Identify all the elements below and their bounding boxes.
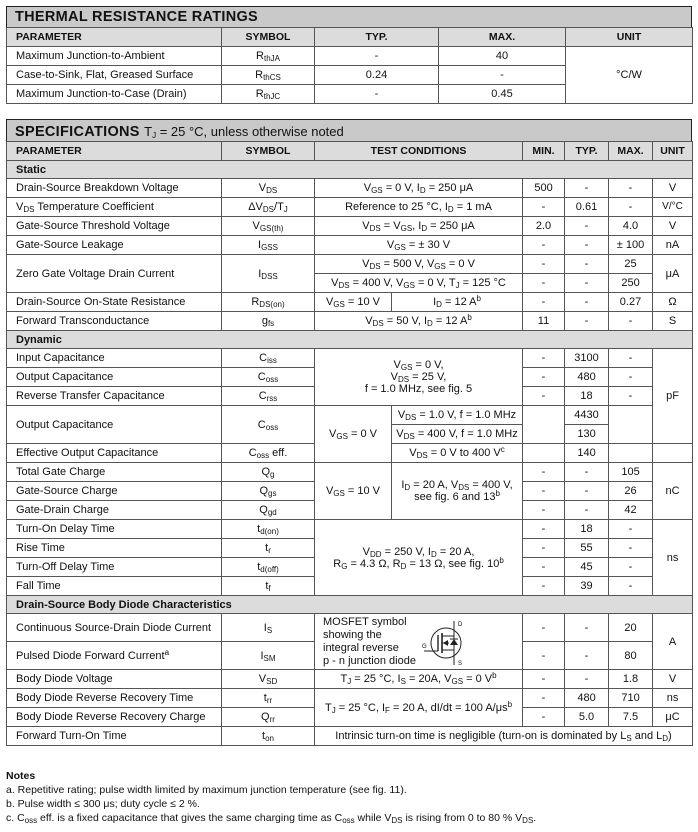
table-cell: 0.61: [565, 198, 609, 217]
th-symbol: SYMBOL: [222, 28, 315, 47]
table-cell: 140: [565, 444, 609, 463]
table-row: [7, 349, 693, 368]
table-cell: -: [609, 539, 653, 558]
table-cell: -: [565, 312, 609, 331]
max: 40: [439, 47, 566, 66]
table-cell: $V_{DS} = 1.0$ V, f = 1.0 MHz: [392, 406, 523, 425]
table-cell: -: [523, 670, 565, 689]
table-row: [7, 463, 693, 482]
table-cell: Effective Output Capacitance: [7, 444, 222, 463]
table-cell: -: [523, 614, 565, 642]
thermal-table: [6, 27, 693, 104]
table-cell: Output Capacitance: [7, 368, 222, 387]
table-cell: 130: [565, 425, 609, 444]
table-cell: 11: [523, 312, 565, 331]
thermal-header-row: [7, 28, 693, 47]
table-cell: -: [565, 217, 609, 236]
table-cell: 500: [523, 179, 565, 198]
table-cell: $V_{GS} = 0$ V, $V_{DS} = 25$ V, f = 1.0 MHz, see fig. 5: [315, 349, 523, 406]
table-cell: nA: [653, 236, 693, 255]
table-cell: V: [653, 179, 693, 198]
table-cell: Forward Turn-On Time: [7, 727, 222, 746]
table-cell: Turn-Off Delay Time: [7, 558, 222, 577]
note-b: b. Pulse width ≤ 300 μs; duty cycle ≤ 2 %.: [6, 798, 200, 810]
table-cell: Fall Time: [7, 577, 222, 596]
table-cell: $V_{DS} = V_{GS}$, $I_D = 250$ μA: [315, 217, 523, 236]
table-cell: μA: [653, 255, 693, 293]
th-min: MIN.: [523, 142, 565, 161]
th-parameter: PARAMETER: [7, 28, 222, 47]
table-cell: 55: [565, 539, 609, 558]
table-cell: $Q_g$: [222, 463, 315, 482]
table-cell: $g_{fs}$: [222, 312, 315, 331]
svg-text:G: G: [421, 643, 427, 650]
table-cell: Continuous Source-Drain Diode Current: [7, 614, 222, 642]
th-typ: TYP.: [315, 28, 439, 47]
th-test-conditions: TEST CONDITIONS: [315, 142, 523, 161]
table-cell: -: [523, 236, 565, 255]
th-max: MAX.: [439, 28, 566, 47]
table-cell: 250: [609, 274, 653, 293]
table-cell: Body Diode Voltage: [7, 670, 222, 689]
table-cell: -: [523, 708, 565, 727]
table-cell: 0.27: [609, 293, 653, 312]
typ: -: [315, 47, 439, 66]
th-symbol: SYMBOL: [222, 142, 315, 161]
table-cell: V: [653, 217, 693, 236]
table-cell: Input Capacitance: [7, 349, 222, 368]
table-cell: -: [609, 312, 653, 331]
table-cell: Reference to 25 °C, $I_D = 1$ mA: [315, 198, 523, 217]
mosfet-symbol-icon: [422, 617, 474, 667]
table-cell: -: [565, 236, 609, 255]
table-cell: -: [523, 577, 565, 596]
typ: -: [315, 85, 439, 104]
table-cell: -: [565, 482, 609, 501]
table-row: [7, 727, 693, 746]
table-cell: $C_{oss}$ eff.: [222, 444, 315, 463]
table-cell: -: [523, 642, 565, 670]
spec-header-row: [7, 142, 693, 161]
table-cell: $V_{GS}$ = ± 30 V: [315, 236, 523, 255]
symbol: $R_{thJA}$: [222, 47, 315, 66]
th-parameter: PARAMETER: [7, 142, 222, 161]
table-cell: -: [565, 255, 609, 274]
table-cell: Drain-Source Body Diode Characteristics: [7, 596, 693, 614]
table-cell: $t_f$: [222, 577, 315, 596]
table-cell: -: [523, 558, 565, 577]
table-cell: 480: [565, 689, 609, 708]
table-row: [7, 614, 693, 642]
table-cell: 7.5: [609, 708, 653, 727]
param: Case-to-Sink, Flat, Greased Surface: [7, 66, 222, 85]
table-cell: -: [523, 387, 565, 406]
table-cell: -: [609, 349, 653, 368]
table-row: [7, 293, 693, 312]
table-cell: [523, 444, 565, 463]
table-cell: Dynamic: [7, 331, 693, 349]
table-cell: $t_{on}$: [222, 727, 315, 746]
table-cell: Pulsed Diode Forward Current$^a$: [7, 642, 222, 670]
table-cell: $C_{rss}$: [222, 387, 315, 406]
datasheet: [6, 6, 692, 746]
table-cell: $T_J = 25$ °C, $I_S = 20A$, $V_{GS} = 0$ $V^b$: [315, 670, 523, 689]
table-cell: $Q_{gd}$: [222, 501, 315, 520]
max: -: [439, 66, 566, 85]
unit: °C/W: [566, 47, 693, 104]
spec-table: [6, 141, 693, 746]
param: Maximum Junction-to-Case (Drain): [7, 85, 222, 104]
table-cell: Intrinsic turn-on time is negligible (turn-on is dominated by $L_S$ and $L_D$): [315, 727, 693, 746]
table-cell: 1.8: [609, 670, 653, 689]
table-cell: nC: [653, 463, 693, 520]
note-a: a. Repetitive rating; pulse width limited by maximum junction temperature (see fig. 11).: [6, 784, 407, 796]
table-cell: $V_{SD}$: [222, 670, 315, 689]
table-cell: V/°C: [653, 198, 693, 217]
table-cell: -: [523, 689, 565, 708]
table-cell: -: [609, 558, 653, 577]
table-cell: Drain-Source On-State Resistance: [7, 293, 222, 312]
table-cell: 2.0: [523, 217, 565, 236]
table-row: [7, 406, 693, 425]
table-cell: ns: [653, 520, 693, 596]
table-cell: -: [523, 293, 565, 312]
table-cell: -: [565, 642, 609, 670]
table-cell: 3100: [565, 349, 609, 368]
notes-heading: Notes: [6, 770, 36, 782]
notes: [6, 769, 692, 825]
table-cell: -: [523, 539, 565, 558]
th-typ: TYP.: [565, 142, 609, 161]
table-cell: [609, 444, 653, 463]
svg-text:D: D: [457, 621, 463, 628]
table-cell: Static: [7, 161, 693, 179]
table-cell: $t_r$: [222, 539, 315, 558]
table-cell: ± 100: [609, 236, 653, 255]
table-row: [7, 179, 693, 198]
table-cell: $V_{GS} = 10$ V: [315, 463, 392, 520]
svg-text:S: S: [457, 660, 462, 667]
table-cell: Zero Gate Voltage Drain Current: [7, 255, 222, 293]
table-cell: -: [565, 670, 609, 689]
table-row: [7, 520, 693, 539]
table-cell: Gate-Source Threshold Voltage: [7, 217, 222, 236]
spec-title: SPECIFICATIONS $T_J = 25$ °C, unless otherwise noted: [6, 119, 692, 141]
table-cell: $V_{DS}$: [222, 179, 315, 198]
table-cell: [653, 444, 693, 463]
table-cell: -: [523, 501, 565, 520]
table-cell: Body Diode Reverse Recovery Charge: [7, 708, 222, 727]
th-unit: UNIT: [653, 142, 693, 161]
table-cell: $Q_{gs}$: [222, 482, 315, 501]
table-cell: -: [609, 387, 653, 406]
th-max: MAX.: [609, 142, 653, 161]
table-cell: -: [523, 349, 565, 368]
table-cell: $V_{DS} = 0$ V to 400 $V^c$: [392, 444, 523, 463]
table-cell: -: [565, 293, 609, 312]
table-cell: ns: [653, 689, 693, 708]
table-cell: Forward Transconductance: [7, 312, 222, 331]
table-row: [7, 217, 693, 236]
table-cell: $V_{DS}$ Temperature Coefficient: [7, 198, 222, 217]
table-cell: Body Diode Reverse Recovery Time: [7, 689, 222, 708]
table-cell: $I_S$: [222, 614, 315, 642]
th-unit: UNIT: [566, 28, 693, 47]
table-row: [7, 236, 693, 255]
table-cell: 18: [565, 387, 609, 406]
table-cell: -: [523, 198, 565, 217]
table-cell: $C_{oss}$: [222, 406, 315, 444]
table-cell: μC: [653, 708, 693, 727]
table-cell: -: [565, 501, 609, 520]
table-cell: $T_J = 25$ °C, $I_F = 20$ A, dI/dt = 100 $A/\mu s^b$: [315, 689, 523, 727]
table-cell: 4.0: [609, 217, 653, 236]
table-cell: $Q_{rr}$: [222, 708, 315, 727]
table-cell: Gate-Drain Charge: [7, 501, 222, 520]
symbol: $R_{thCS}$: [222, 66, 315, 85]
symbol: $R_{thJC}$: [222, 85, 315, 104]
table-row: [7, 689, 693, 708]
table-cell: 105: [609, 463, 653, 482]
group-diode: [7, 596, 693, 614]
table-cell: 26: [609, 482, 653, 501]
table-row: [7, 670, 693, 689]
table-cell: Gate-Source Leakage: [7, 236, 222, 255]
table-cell: MOSFET symbol showing the integral reverse p - n junction diode D G S: [315, 614, 523, 670]
table-row: [7, 47, 693, 66]
table-cell: $V_{DS} = 500$ V, $V_{GS} = 0$ V: [315, 255, 523, 274]
typ: 0.24: [315, 66, 439, 85]
max: 0.45: [439, 85, 566, 104]
table-cell: -: [523, 482, 565, 501]
table-cell: 18: [565, 520, 609, 539]
table-cell: pF: [653, 349, 693, 444]
table-cell: V: [653, 670, 693, 689]
table-cell: Total Gate Charge: [7, 463, 222, 482]
table-cell: $I_D = 20$ A, $V_{DS} = 400$ V, see fig. 6 and 13$^b$: [392, 463, 523, 520]
table-cell: 80: [609, 642, 653, 670]
table-cell: -: [523, 368, 565, 387]
table-cell: Rise Time: [7, 539, 222, 558]
table-cell: 39: [565, 577, 609, 596]
table-cell: -: [609, 198, 653, 217]
table-cell: $I_{GSS}$: [222, 236, 315, 255]
thermal-title: THERMAL RESISTANCE RATINGS: [6, 6, 692, 27]
table-cell: Output Capacitance: [7, 406, 222, 444]
table-row: [7, 312, 693, 331]
table-cell: $C_{iss}$: [222, 349, 315, 368]
table-cell: Turn-On Delay Time: [7, 520, 222, 539]
table-cell: Gate-Source Charge: [7, 482, 222, 501]
table-cell: -: [523, 520, 565, 539]
table-cell: S: [653, 312, 693, 331]
table-cell: -: [565, 274, 609, 293]
table-cell: 45: [565, 558, 609, 577]
table-cell: 5.0: [565, 708, 609, 727]
table-cell: 42: [609, 501, 653, 520]
table-cell: $V_{GS} = 0$ V, $I_D = 250$ μA: [315, 179, 523, 198]
param: Maximum Junction-to-Ambient: [7, 47, 222, 66]
table-cell: 25: [609, 255, 653, 274]
table-cell: [523, 406, 565, 444]
table-cell: $V_{DS} = 400$ V, f = 1.0 MHz: [392, 425, 523, 444]
table-cell: $t_{d(on)}$: [222, 520, 315, 539]
table-cell: -: [565, 179, 609, 198]
table-cell: Drain-Source Breakdown Voltage: [7, 179, 222, 198]
table-cell: Reverse Transfer Capacitance: [7, 387, 222, 406]
table-cell: $V_{DS} = 400$ V, $V_{GS} = 0$ V, $T_J = 125$ °C: [315, 274, 523, 293]
table-cell: -: [565, 463, 609, 482]
table-cell: $V_{GS(th)}$: [222, 217, 315, 236]
table-cell: Ω: [653, 293, 693, 312]
group-static: [7, 161, 693, 179]
table-cell: $t_{d(off)}$: [222, 558, 315, 577]
table-cell: $V_{DD} = 250$ V, $I_D = 20$ A, $R_G = 4.3$ Ω, $R_D = 13$ Ω, see fig. 10$^b$: [315, 520, 523, 596]
table-cell: $V_{DS} = 50$ V, $I_D = 12$ $A^b$: [315, 312, 523, 331]
note-c: c. $C_{oss}$ eff. is a fixed capacitance that gives the same charging time as $C_{oss}$ while $V_{DS}$ is rising from 0 to 80 % $V_{DS}$.: [6, 812, 537, 825]
table-cell: -: [523, 274, 565, 293]
table-cell: -: [609, 179, 653, 198]
table-cell: 480: [565, 368, 609, 387]
table-cell: $t_{rr}$: [222, 689, 315, 708]
table-cell: -: [609, 368, 653, 387]
table-cell: $R_{DS(on)}$: [222, 293, 315, 312]
table-cell: 20: [609, 614, 653, 642]
table-cell: 4430: [565, 406, 609, 425]
table-cell: [609, 406, 653, 444]
table-cell: $I_D = 12$ $A^b$: [392, 293, 523, 312]
table-cell: -: [565, 614, 609, 642]
table-cell: -: [609, 577, 653, 596]
table-cell: $V_{GS} = 0$ V: [315, 406, 392, 463]
table-cell: $I_{DSS}$: [222, 255, 315, 293]
table-cell: $V_{GS} = 10$ V: [315, 293, 392, 312]
table-row: [7, 255, 693, 274]
table-cell: -: [523, 255, 565, 274]
table-row: [7, 198, 693, 217]
table-cell: 710: [609, 689, 653, 708]
table-cell: $I_{SM}$: [222, 642, 315, 670]
table-cell: $\Delta V_{DS}/T_J$: [222, 198, 315, 217]
table-cell: -: [523, 463, 565, 482]
group-dynamic: [7, 331, 693, 349]
table-cell: -: [609, 520, 653, 539]
table-cell: $C_{oss}$: [222, 368, 315, 387]
table-cell: A: [653, 614, 693, 670]
